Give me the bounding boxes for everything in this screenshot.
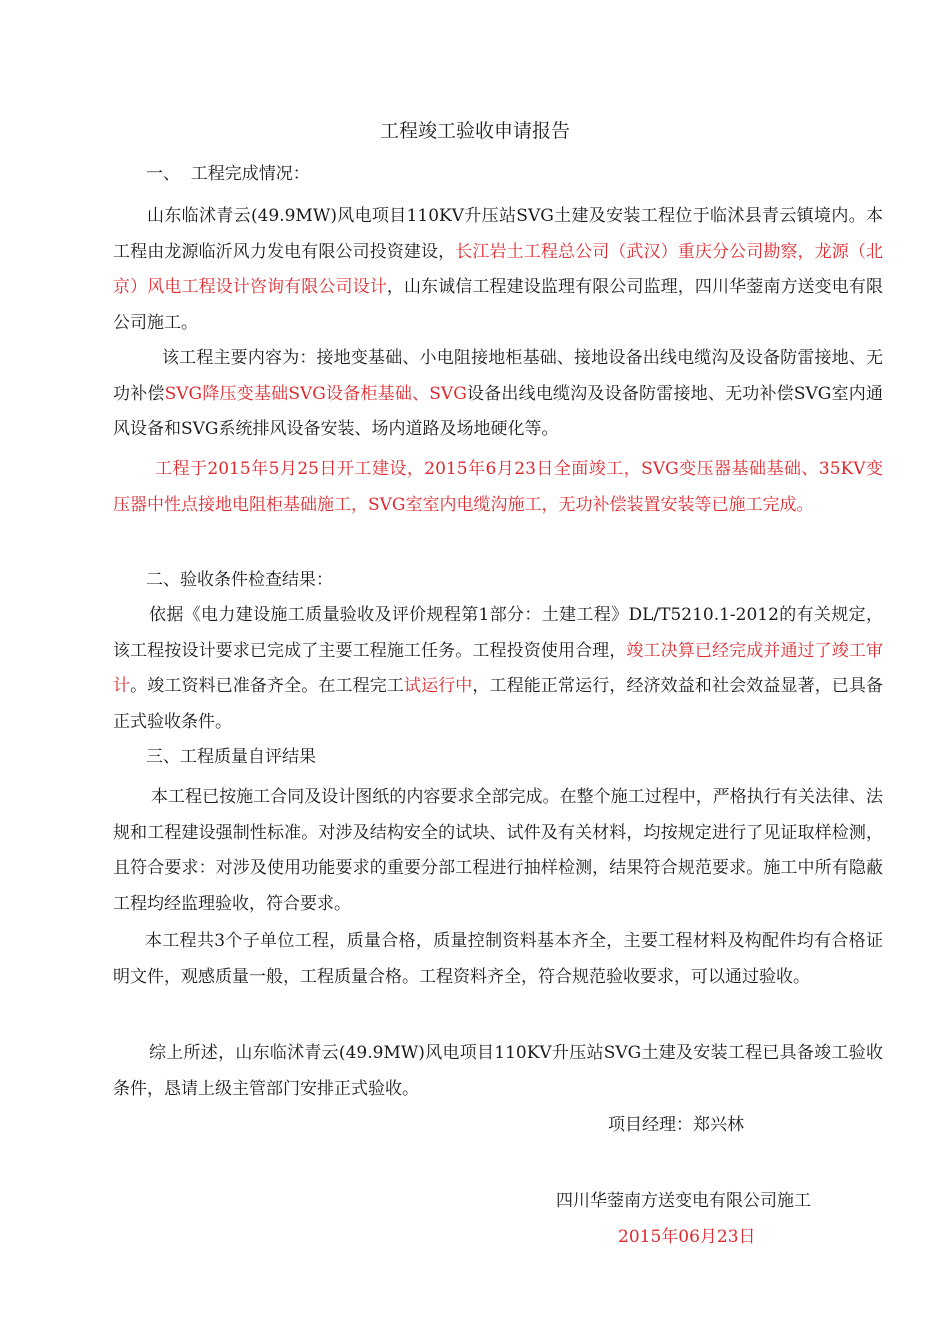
section1-p2-text-c: 设备出线电缆沟及设备防雷接地、无功补偿SVG室内通风设备和SVG系统排风设备安装、场内道路及场地硬化等。: [113, 383, 883, 439]
section2-p1-text-d: 试运行中: [403, 676, 473, 696]
section1-p1-text-a: 山东临沭青云(49.9MW)风电项目110KV升压站SVG土建及安装工程位于临沭县青云镇境内。本工程由龙源临沂风力发电有限公司投资建设，: [113, 206, 883, 262]
section1-p2-text-b: SVG降压变基础SVG设备柜基础、SVG: [164, 383, 467, 404]
section2-paragraph-1: [113, 598, 883, 740]
report-date: 2015年06月23日: [618, 1227, 756, 1247]
company-name: 四川华蓥南方送变电有限公司施工: [556, 1191, 811, 1211]
section1-heading: 一、 工程完成情况：: [146, 164, 310, 184]
section3-heading: 三、工程质量自评结果: [146, 747, 316, 767]
section1-p1-text-b: 长江岩土工程总公司（武汉）重庆分公司勘察，龙源（北京）风电工程设计咨询有限公司设计: [113, 241, 884, 297]
section2-p1-text-b: 竣工决算已经完成并通过了竣工审计: [113, 640, 884, 696]
section3-paragraph-2: 本工程共3个子单位工程，质量合格，质量控制资料基本齐全，主要工程材料及构配件均有合格证明文件，观感质量一般，工程质量合格。工程资料齐全，符合规范验收要求，可以通过验收。: [113, 931, 883, 987]
document-title: 工程竣工验收申请报告: [379, 120, 570, 142]
section1-paragraph-2: [113, 341, 883, 448]
section2-p1-text-c: 。竣工资料已准备齐全。在工程完工: [130, 676, 404, 696]
section1-paragraph-3: 工程于2015年5月25日开工建设，2015年6月23日全面竣工，SVG变压器基础基础、35KV变压器中性点接地电阻柜基础施工，SVG室室内电缆沟施工，无功补偿装置安装等已施工完成。: [113, 459, 883, 515]
section3-paragraph-1: 本工程已按施工合同及设计图纸的内容要求全部完成。在整个施工过程中，严格执行有关法律、法规和工程建设强制性标准。对涉及结构安全的试块、试件及有关材料，均按规定进行了见证取样检测，且符合要求：对涉及使用功能要求的重要分部工程进行抽样检测，结果符合规范要求。施工中所有隐蔽工程均经监理验收，符合要求。: [113, 787, 883, 914]
section1-p1-text-c: ，山东诚信工程建设监理有限公司监理，四川华蓥南方送变电有限公司施工。: [113, 277, 884, 333]
section3-paragraph-3: 综上所述，山东临沭青云(49.9MW)风电项目110KV升压站SVG土建及安装工程已具备竣工验收条件，恳请上级主管部门安排正式验收。: [113, 1043, 883, 1099]
section2-heading: 二、验收条件检查结果：: [146, 570, 333, 590]
project-manager: 项目经理：郑兴林: [608, 1115, 744, 1135]
section2-p1-text-a: 依据《电力建设施工质量验收及评价规程第1部分：土建工程》DL/T5210.1-2012的有关规定，该工程按设计要求已完成了主要工程施工任务。工程投资使用合理，: [113, 605, 883, 661]
section1-paragraph-1: [113, 199, 883, 341]
section1-p2-text-a: 该工程主要内容为：接地变基础、小电阻接地柜基础、接地设备出线电缆沟及设备防雷接地、无功补偿: [113, 348, 883, 404]
section2-p1-text-e: ，工程能正常运行，经济效益和社会效益显著，已具备正式验收条件。: [113, 676, 884, 732]
